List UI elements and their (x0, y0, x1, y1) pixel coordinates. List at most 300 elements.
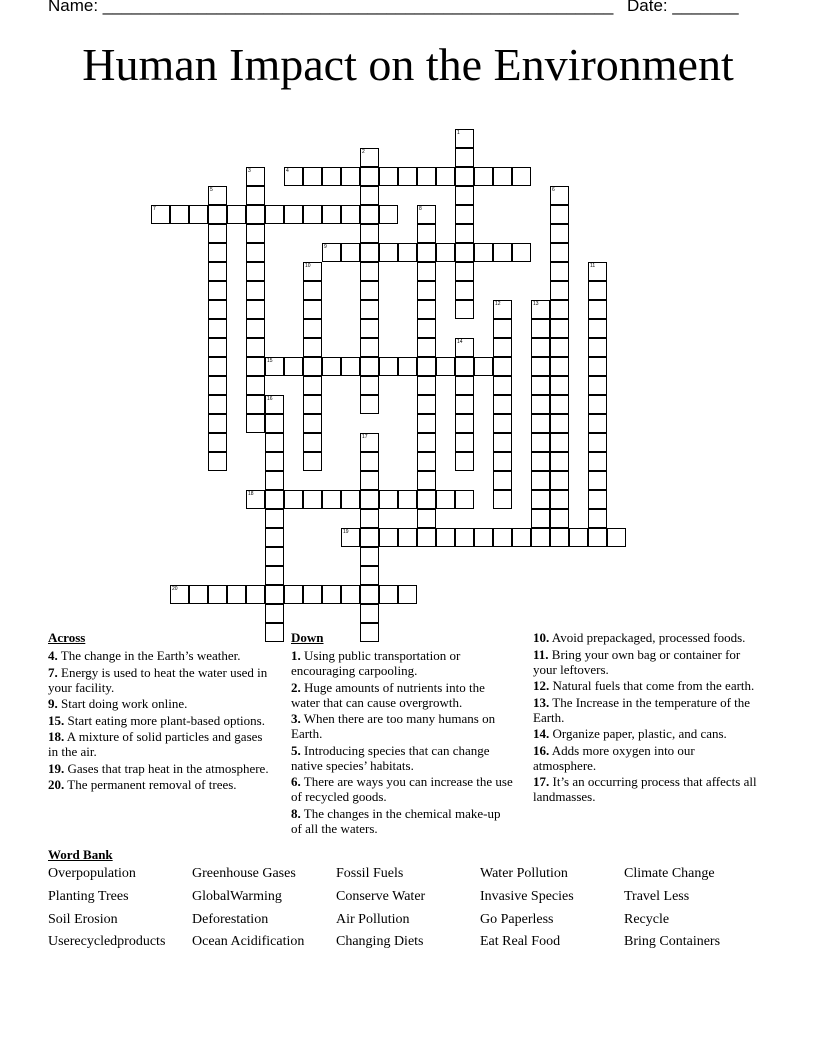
crossword-cell[interactable] (265, 414, 284, 433)
clue-item (48, 665, 270, 695)
crossword-cell[interactable] (550, 433, 569, 452)
word-bank-item: Userecycledproducts (48, 934, 166, 949)
clue-text: The changes in the chemical make-up of all the waters. (291, 805, 501, 836)
crossword-cell[interactable] (417, 300, 436, 319)
crossword-cell[interactable] (360, 604, 379, 623)
crossword-cell[interactable] (417, 357, 436, 376)
crossword-cell[interactable] (322, 585, 341, 604)
crossword-cell[interactable] (360, 186, 379, 205)
crossword-cell[interactable] (208, 319, 227, 338)
crossword-cell[interactable] (322, 490, 341, 509)
clue-text: The change in the Earth’s weather. (57, 648, 241, 663)
crossword-cell[interactable] (265, 509, 284, 528)
crossword-cell[interactable] (493, 357, 512, 376)
crossword-cell[interactable] (455, 490, 474, 509)
crossword-cell[interactable] (227, 205, 246, 224)
clue-number: 16 (267, 396, 273, 402)
crossword-cell[interactable] (360, 262, 379, 281)
crossword-cell[interactable] (360, 376, 379, 395)
crossword-cell[interactable] (550, 509, 569, 528)
clue-item (48, 648, 270, 663)
name-field-label: Name: ______________________________________________________ (48, 0, 614, 15)
clue-item (533, 647, 758, 677)
clue-number-label: 15. (48, 712, 65, 728)
crossword-cell[interactable] (360, 281, 379, 300)
crossword-cell[interactable] (246, 224, 265, 243)
crossword-cell[interactable] (360, 395, 379, 414)
clue-number: 11 (590, 263, 596, 269)
crossword-cell[interactable] (512, 167, 531, 186)
crossword-cell[interactable] (398, 243, 417, 262)
crossword-cell[interactable] (265, 433, 284, 452)
crossword-cell[interactable] (550, 528, 569, 547)
crossword-cell[interactable] (436, 490, 455, 509)
crossword-cell[interactable] (474, 357, 493, 376)
across-clues (48, 630, 270, 794)
clue-item (533, 726, 758, 741)
crossword-cell[interactable] (531, 433, 550, 452)
crossword-cell[interactable] (417, 433, 436, 452)
crossword-cell[interactable] (550, 319, 569, 338)
crossword-cell[interactable] (588, 281, 607, 300)
crossword-cell[interactable] (246, 300, 265, 319)
crossword-cell[interactable] (208, 262, 227, 281)
clue-text: Adds more oxygen into our atmosphere. (533, 742, 695, 773)
crossword-cell[interactable] (493, 452, 512, 471)
crossword-cell[interactable] (455, 452, 474, 471)
crossword-cell[interactable] (474, 167, 493, 186)
clue-number: 10 (305, 263, 311, 269)
crossword-cell[interactable] (208, 376, 227, 395)
crossword-cell[interactable] (436, 528, 455, 547)
crossword-cell[interactable] (455, 528, 474, 547)
crossword-cell[interactable] (303, 167, 322, 186)
clue-item (48, 713, 270, 728)
clue-number: 2 (362, 149, 365, 155)
crossword-cell[interactable] (265, 604, 284, 623)
word-bank-item: Fossil Fuels (336, 866, 404, 881)
clue-number: 3 (248, 168, 251, 174)
crossword-cell[interactable] (455, 167, 474, 186)
crossword-cell[interactable] (474, 528, 493, 547)
clue-number-label: 4. (48, 648, 58, 663)
clue-text: When there are too many humans on Earth. (291, 711, 496, 741)
crossword-cell[interactable] (303, 414, 322, 433)
clue-number: 6 (552, 187, 555, 193)
crossword-cell[interactable] (303, 452, 322, 471)
crossword-cell[interactable] (246, 414, 265, 433)
crossword-cell[interactable] (436, 167, 455, 186)
crossword-cell[interactable] (436, 357, 455, 376)
crossword-cell[interactable] (493, 528, 512, 547)
crossword-cell[interactable] (512, 243, 531, 262)
word-bank-heading: Word Bank (48, 847, 113, 862)
crossword-cell[interactable] (208, 243, 227, 262)
crossword-cell[interactable] (360, 357, 379, 376)
crossword-cell[interactable] (550, 243, 569, 262)
word-bank-item: Eat Real Food (480, 934, 561, 949)
clue-item (291, 774, 513, 804)
crossword-cell[interactable] (265, 528, 284, 547)
crossword-cell[interactable] (455, 186, 474, 205)
crossword-cell[interactable] (588, 528, 607, 547)
crossword-cell[interactable] (417, 319, 436, 338)
crossword-cell[interactable] (303, 319, 322, 338)
crossword-cell[interactable] (588, 490, 607, 509)
clue-item (291, 680, 513, 710)
crossword-cell[interactable] (417, 528, 436, 547)
crossword-cell[interactable] (189, 205, 208, 224)
crossword-cell[interactable] (493, 414, 512, 433)
crossword-cell[interactable] (398, 357, 417, 376)
crossword-cell[interactable] (550, 490, 569, 509)
crossword-cell[interactable] (246, 319, 265, 338)
crossword-cell[interactable] (512, 528, 531, 547)
down-clues-continued (533, 630, 758, 806)
crossword-cell[interactable] (360, 224, 379, 243)
crossword-cell[interactable] (322, 357, 341, 376)
crossword-cell[interactable] (455, 433, 474, 452)
crossword-cell[interactable] (531, 528, 550, 547)
crossword-cell[interactable] (341, 205, 360, 224)
crossword-cell[interactable] (246, 357, 265, 376)
crossword-cell[interactable] (246, 262, 265, 281)
crossword-cell[interactable] (398, 528, 417, 547)
crossword-cell[interactable] (284, 357, 303, 376)
clue-number-label: 18. (48, 729, 65, 744)
clue-text: Natural fuels that come from the earth. (549, 678, 755, 693)
crossword-cell[interactable] (455, 376, 474, 395)
crossword-cell[interactable] (417, 262, 436, 281)
crossword-cell[interactable] (208, 338, 227, 357)
crossword-cell[interactable] (189, 585, 208, 604)
word-bank-item: Soil Erosion (48, 912, 118, 927)
crossword-cell[interactable] (284, 490, 303, 509)
crossword-cell[interactable] (493, 490, 512, 509)
crossword-cell[interactable] (588, 414, 607, 433)
crossword-cell[interactable] (455, 281, 474, 300)
clue-number-label: 17. (533, 774, 550, 789)
clue-item (48, 729, 270, 759)
clue-item (48, 696, 270, 711)
crossword-cell[interactable] (246, 281, 265, 300)
clue-item (291, 711, 513, 741)
across-heading: Across (48, 630, 86, 645)
crossword-cell[interactable] (303, 357, 322, 376)
crossword-cell[interactable] (341, 357, 360, 376)
crossword-cell[interactable] (379, 490, 398, 509)
crossword-cell[interactable] (531, 471, 550, 490)
crossword-cell[interactable] (208, 357, 227, 376)
crossword-cell[interactable] (607, 528, 626, 547)
crossword-cell[interactable] (208, 281, 227, 300)
crossword-cell[interactable] (227, 585, 246, 604)
crossword-cell[interactable] (246, 205, 265, 224)
clue-number: 12 (495, 301, 501, 307)
clue-item (291, 648, 513, 678)
crossword-cell[interactable] (550, 395, 569, 414)
crossword-cell[interactable] (379, 528, 398, 547)
crossword-cell[interactable] (246, 338, 265, 357)
word-bank-item: Bring Containers (624, 934, 721, 949)
crossword-cell[interactable] (550, 262, 569, 281)
crossword-cell[interactable] (455, 395, 474, 414)
crossword-cell[interactable] (417, 224, 436, 243)
crossword-cell[interactable] (455, 300, 474, 319)
word-bank-item: GlobalWarming (192, 889, 282, 904)
crossword-cell[interactable] (455, 224, 474, 243)
crossword-cell[interactable] (303, 281, 322, 300)
crossword-cell[interactable] (588, 319, 607, 338)
crossword-cell[interactable] (588, 395, 607, 414)
crossword-cell[interactable] (550, 414, 569, 433)
crossword-cell[interactable] (246, 243, 265, 262)
crossword-cell[interactable] (588, 357, 607, 376)
clue-number: 14 (457, 339, 463, 345)
word-bank-item: Air Pollution (336, 912, 410, 927)
clue-text: Avoid prepackaged, processed foods. (549, 630, 746, 645)
crossword-cell[interactable] (303, 205, 322, 224)
crossword-cell[interactable] (379, 205, 398, 224)
crossword-cell[interactable] (208, 414, 227, 433)
crossword-cell[interactable] (303, 585, 322, 604)
crossword-cell[interactable] (455, 357, 474, 376)
crossword-cell[interactable] (208, 585, 227, 604)
crossword-cell[interactable] (303, 490, 322, 509)
crossword-cell[interactable] (360, 452, 379, 471)
clue-number-label: 19. (48, 760, 65, 776)
crossword-cell[interactable] (417, 376, 436, 395)
crossword-cell[interactable] (303, 338, 322, 357)
crossword-cell[interactable] (531, 357, 550, 376)
clue-number-label: 7. (48, 664, 58, 680)
crossword-cell[interactable] (455, 148, 474, 167)
clue-text: Gases that trap heat in the atmosphere. (64, 760, 269, 776)
word-bank-item: Conserve Water (336, 889, 426, 904)
crossword-cell[interactable] (265, 547, 284, 566)
clue-item (291, 743, 513, 773)
crossword-cell[interactable] (360, 528, 379, 547)
clue-item (533, 743, 758, 773)
crossword-cell[interactable] (360, 338, 379, 357)
clue-item (533, 774, 758, 804)
crossword-cell[interactable] (436, 243, 455, 262)
crossword-cell[interactable] (588, 300, 607, 319)
clue-number-label: 14. (533, 726, 550, 741)
clue-number: 20 (172, 586, 178, 592)
clue-text: Using public transportation or encouraging carpooling. (291, 648, 461, 678)
date-field-label: Date: _______ (627, 0, 739, 15)
crossword-cell[interactable] (265, 205, 284, 224)
crossword-cell[interactable] (398, 490, 417, 509)
crossword-cell[interactable] (455, 262, 474, 281)
crossword-cell[interactable] (379, 243, 398, 262)
crossword-cell[interactable] (417, 243, 436, 262)
crossword-cell[interactable] (341, 585, 360, 604)
crossword-cell[interactable] (493, 376, 512, 395)
crossword-cell[interactable] (550, 281, 569, 300)
clue-item (48, 761, 270, 776)
clue-item (533, 678, 758, 693)
clue-number-label: 6. (291, 774, 301, 789)
crossword-cell[interactable] (455, 243, 474, 262)
clue-number-label: 5. (291, 742, 301, 758)
clue-number-label: 9. (48, 696, 58, 711)
crossword-cell[interactable] (379, 167, 398, 186)
crossword-cell[interactable] (531, 490, 550, 509)
crossword-cell[interactable] (550, 338, 569, 357)
word-bank-item: Invasive Species (480, 889, 574, 904)
crossword-cell[interactable] (360, 471, 379, 490)
clue-text: Start doing work online. (57, 696, 188, 711)
crossword-cell[interactable] (531, 338, 550, 357)
word-bank-item: Overpopulation (48, 866, 136, 881)
crossword-cell[interactable] (531, 452, 550, 471)
crossword-cell[interactable] (265, 585, 284, 604)
crossword-cell[interactable] (550, 471, 569, 490)
clue-number-label: 10. (533, 630, 550, 645)
clue-number-label: 13. (533, 694, 550, 710)
crossword-cell[interactable] (246, 585, 265, 604)
crossword-cell[interactable] (398, 167, 417, 186)
word-bank-item: Water Pollution (480, 866, 568, 881)
crossword-cell[interactable] (284, 585, 303, 604)
crossword-cell[interactable] (341, 490, 360, 509)
crossword-cell[interactable] (208, 395, 227, 414)
crossword-cell[interactable] (531, 414, 550, 433)
crossword-cell[interactable] (246, 395, 265, 414)
crossword-cell[interactable] (360, 547, 379, 566)
crossword-cell[interactable] (341, 243, 360, 262)
crossword-cell[interactable] (360, 509, 379, 528)
word-bank-item: Deforestation (192, 912, 269, 927)
word-bank-item: Ocean Acidification (192, 934, 305, 949)
crossword-cell[interactable] (417, 471, 436, 490)
clue-number-label: 11. (533, 646, 549, 662)
crossword-cell[interactable] (265, 452, 284, 471)
crossword-cell[interactable] (417, 490, 436, 509)
crossword-cell[interactable] (588, 452, 607, 471)
crossword-cell[interactable] (417, 452, 436, 471)
crossword-cell[interactable] (208, 433, 227, 452)
clue-text: A mixture of solid particles and gases in the air. (48, 729, 263, 759)
crossword-cell[interactable] (550, 452, 569, 471)
crossword-cell[interactable] (360, 490, 379, 509)
crossword-cell[interactable] (208, 224, 227, 243)
crossword-cell[interactable] (588, 433, 607, 452)
crossword-cell[interactable] (455, 205, 474, 224)
crossword-cell[interactable] (531, 395, 550, 414)
crossword-cell[interactable] (265, 490, 284, 509)
crossword-cell[interactable] (550, 376, 569, 395)
clue-number-label: 1. (291, 648, 301, 663)
crossword-cell[interactable] (303, 376, 322, 395)
crossword-cell[interactable] (208, 452, 227, 471)
clue-number-label: 3. (291, 711, 301, 726)
crossword-cell[interactable] (360, 300, 379, 319)
crossword-cell[interactable] (360, 319, 379, 338)
crossword-cell[interactable] (474, 243, 493, 262)
crossword-cell[interactable] (417, 509, 436, 528)
crossword-cell[interactable] (550, 357, 569, 376)
crossword-cell[interactable] (417, 414, 436, 433)
crossword-cell[interactable] (360, 205, 379, 224)
crossword-cell[interactable] (360, 243, 379, 262)
crossword-cell[interactable] (493, 338, 512, 357)
crossword-cell[interactable] (493, 319, 512, 338)
page-title: Human Impact on the Environment (82, 39, 734, 90)
crossword-cell[interactable] (303, 300, 322, 319)
crossword-cell[interactable] (493, 433, 512, 452)
crossword-cell[interactable] (303, 395, 322, 414)
clue-number: 8 (419, 206, 422, 212)
crossword-cell[interactable] (170, 205, 189, 224)
clue-number: 1 (457, 130, 460, 136)
crossword-cell[interactable] (588, 471, 607, 490)
clue-item (533, 630, 758, 645)
clue-text: The permanent removal of trees. (64, 777, 237, 792)
crossword-cell[interactable] (360, 585, 379, 604)
crossword-cell[interactable] (531, 319, 550, 338)
crossword-cell[interactable] (360, 566, 379, 585)
crossword-cell[interactable] (265, 471, 284, 490)
crossword-cell[interactable] (322, 167, 341, 186)
clue-text: Start eating more plant-based options. (64, 712, 265, 728)
crossword-cell[interactable] (246, 376, 265, 395)
crossword-cell[interactable] (360, 167, 379, 186)
crossword-cell[interactable] (588, 376, 607, 395)
crossword-cell[interactable] (398, 585, 417, 604)
clue-text: Bring your own bag or container for your leftovers. (533, 646, 741, 677)
crossword-cell[interactable] (417, 167, 436, 186)
crossword-cell[interactable] (417, 281, 436, 300)
crossword-cell[interactable] (246, 186, 265, 205)
crossword-cell[interactable] (284, 205, 303, 224)
crossword-cell[interactable] (550, 300, 569, 319)
clue-text: The Increase in the temperature of the Earth. (533, 694, 751, 725)
crossword-cell[interactable] (493, 243, 512, 262)
clue-number-label: 20. (48, 777, 65, 792)
crossword-cell[interactable] (208, 205, 227, 224)
crossword-cell[interactable] (569, 528, 588, 547)
crossword-cell[interactable] (493, 395, 512, 414)
crossword-cell[interactable] (588, 509, 607, 528)
crossword-cell[interactable] (531, 509, 550, 528)
word-bank-item: Greenhouse Gases (192, 866, 296, 881)
crossword-cell[interactable] (417, 338, 436, 357)
crossword-cell[interactable] (588, 338, 607, 357)
crossword-cell[interactable] (493, 471, 512, 490)
crossword-cell[interactable] (550, 224, 569, 243)
crossword-cell[interactable] (322, 205, 341, 224)
crossword-cell[interactable] (455, 414, 474, 433)
crossword-cell[interactable] (265, 566, 284, 585)
crossword-cell[interactable] (379, 357, 398, 376)
down-heading: Down (291, 630, 324, 645)
clue-number: 15 (267, 358, 273, 364)
crossword-cell[interactable] (303, 433, 322, 452)
crossword-cell[interactable] (379, 585, 398, 604)
crossword-cell[interactable] (341, 167, 360, 186)
crossword-cell[interactable] (550, 205, 569, 224)
crossword-cell[interactable] (417, 395, 436, 414)
crossword-cell[interactable] (531, 376, 550, 395)
clue-item (533, 695, 758, 725)
clue-number: 18 (248, 491, 254, 497)
word-bank-item: Changing Diets (336, 934, 424, 949)
crossword-cell[interactable] (493, 167, 512, 186)
crossword-cell[interactable] (208, 300, 227, 319)
